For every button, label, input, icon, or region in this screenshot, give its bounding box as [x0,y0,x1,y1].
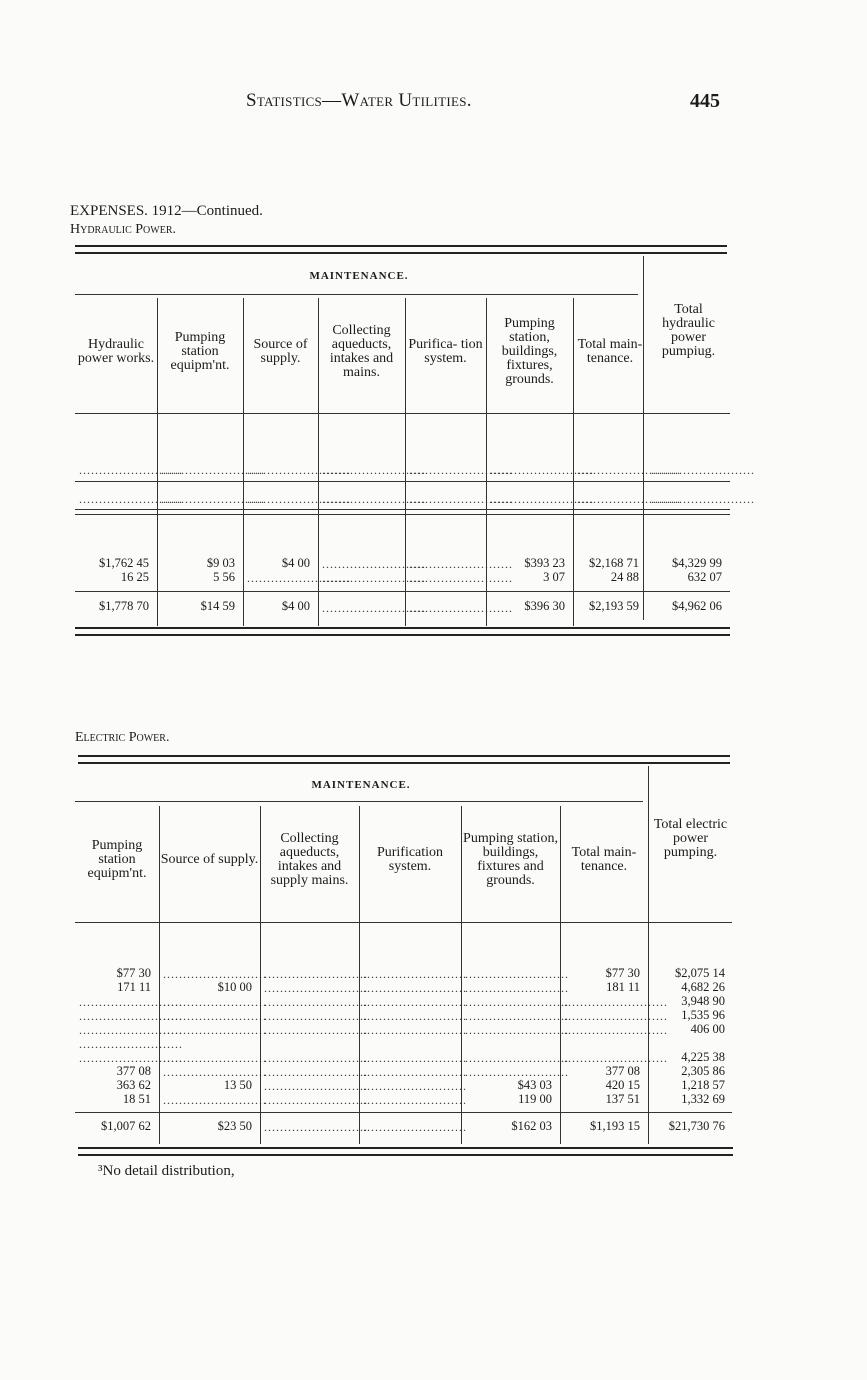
hydraulic-subheading: Hydraulic Power. [70,222,176,237]
column-header: Pumping station equipm'nt. [170,330,230,373]
leader-dots: .......................... [264,967,368,981]
column-header: Purification system. [376,845,444,874]
total-cell: $396 30 [524,599,565,613]
leader-dots: .......................... [322,571,426,585]
leader-dots: .......................... [564,995,668,1009]
leader-dots: .......................... [163,995,267,1009]
leader-dots: .......................... [490,463,594,477]
leader-dots: .......................... [409,463,513,477]
total-cell: $4 00 [281,599,310,613]
leader-dots: .......................... [79,463,183,477]
table-cell: 420 15 [605,1078,640,1092]
leader-dots: .......................... [577,492,681,506]
running-title: Statistics—Water Utilities. [246,90,472,111]
table-cell: 4,682 26 [681,980,725,994]
total-cell: $23 50 [217,1119,252,1133]
leader-dots: .......................... [247,492,351,506]
leader-dots: .......................... [264,1023,368,1037]
leader-dots: .......................... [79,1023,183,1037]
table-cell: $77 30 [605,966,640,980]
table-cell: 119 00 [518,1092,552,1106]
table-cell: $10 00 [217,980,252,994]
leader-dots: .......................... [363,1120,467,1134]
leader-dots: .......................... [564,1051,668,1065]
section-heading: EXPENSES. 1912—Continued. [70,203,263,219]
table-cell: 5 56 [213,570,235,584]
column-header: Total main- tenance. [571,845,637,874]
electric-subheading: Electric Power. [75,730,170,745]
page-number: 445 [690,90,720,112]
leader-dots: .......................... [264,981,368,995]
table-cell: 18 51 [122,1092,151,1106]
leader-dots: .......................... [247,463,351,477]
leader-dots: .......................... [564,1023,668,1037]
table-cell: 377 08 [116,1064,151,1078]
leader-dots: .......................... [577,463,681,477]
table-cell: 4,225 38 [681,1050,725,1064]
leader-dots: .......................... [264,1093,368,1107]
leader-dots: .......................... [490,492,594,506]
column-header: Total main- tenance. [577,337,643,366]
leader-dots: .......................... [264,1065,368,1079]
table-cell: 13 50 [223,1078,252,1092]
column-rule [159,806,160,1144]
column-header: Hydraulic power works. [77,337,155,366]
column-header: Pumping station, buildings, fixtures and grounds. [463,831,558,888]
column-header: Pumping station equipm'nt. [87,838,147,881]
total-cell: $21,730 76 [668,1119,725,1133]
table-cell: 1,332 69 [681,1092,725,1106]
table-cell: $2,168 71 [589,556,639,570]
leader-dots: .......................... [163,1009,267,1023]
total-cell: $1,778 70 [99,599,149,613]
table-cell: $9 03 [206,556,235,570]
table-cell: 3,948 90 [681,994,725,1008]
leader-dots: .......................... [163,1023,267,1037]
table-cell: 171 11 [117,980,151,994]
leader-dots: .......................... [651,492,755,506]
column-header: Collecting aqueducts, intakes and supply mains. [270,831,349,888]
maintenance-label: MAINTENANCE. [311,779,411,791]
leader-dots: .......................... [409,492,513,506]
leader-dots: .......................... [79,492,183,506]
leader-dots: .......................... [363,967,467,981]
table-cell: 377 08 [605,1064,640,1078]
leader-dots: .......................... [264,1120,368,1134]
leader-dots: .......................... [409,557,513,571]
leader-dots: .......................... [161,463,265,477]
leader-dots: .......................... [363,1009,467,1023]
table-cell: 1,535 96 [681,1008,725,1022]
column-header: Collecting aqueducts, intakes and mains. [329,323,394,380]
leader-dots: .......................... [465,1051,569,1065]
table-cell: 1,218 57 [681,1078,725,1092]
leader-dots: .......................... [465,981,569,995]
leader-dots: .......................... [264,1051,368,1065]
leader-dots: .......................... [79,1009,183,1023]
table-cell: 24 88 [610,570,639,584]
leader-dots: .......................... [322,463,426,477]
leader-dots: .......................... [161,492,265,506]
leader-dots: .......................... [163,967,267,981]
table-cell: 406 00 [690,1022,725,1036]
column-header: Purifica- tion system. [408,337,483,366]
leader-dots: .......................... [465,967,569,981]
leader-dots: .......................... [363,1079,467,1093]
table-cell: 181 11 [606,980,640,994]
leader-dots: .......................... [409,601,513,615]
table-cell: 363 62 [116,1078,151,1092]
table-cell: $77 30 [116,966,151,980]
leader-dots: .......................... [465,1009,569,1023]
table-cell: 2,305 86 [681,1064,725,1078]
maintenance-label: MAINTENANCE. [309,270,409,282]
leader-dots: .......................... [363,1023,467,1037]
table-cell: $4,329 99 [672,556,722,570]
leader-dots: .......................... [79,1051,183,1065]
leader-dots: .......................... [363,1093,467,1107]
column-header: Source of supply. [253,337,308,366]
table-cell: 3 07 [543,570,565,584]
table-cell: 137 51 [605,1092,640,1106]
leader-dots: .......................... [409,571,513,585]
leader-dots: .......................... [322,557,426,571]
leader-dots: .......................... [363,1065,467,1079]
table-cell: $4 00 [281,556,310,570]
leader-dots: .......................... [465,995,569,1009]
total-cell: $1,007 62 [101,1119,151,1133]
leader-dots: .......................... [322,492,426,506]
column-header: Pumping station, buildings, fixtures, grounds. [501,316,558,387]
footnote: ³No detail distribution, [98,1163,235,1179]
leader-dots: .......................... [79,1037,183,1051]
total-cell: $2,193 59 [589,599,639,613]
total-cell: $4,962 06 [672,599,722,613]
total-cell: $162 03 [511,1119,552,1133]
leader-dots: .......................... [322,601,426,615]
total-cell: $1,193 15 [590,1119,640,1133]
table-cell: $43 03 [517,1078,552,1092]
leader-dots: .......................... [163,1051,267,1065]
leader-dots: .......................... [564,1009,668,1023]
table-cell: 16 25 [120,570,149,584]
column-header: Total hydraulic power pumpiug. [661,302,716,359]
leader-dots: .......................... [363,1051,467,1065]
leader-dots: .......................... [163,1065,267,1079]
leader-dots: .......................... [264,1009,368,1023]
table-cell: 632 07 [687,570,722,584]
leader-dots: .......................... [465,1065,569,1079]
table-cell: $393 23 [524,556,565,570]
column-header: Total electric power pumping. [653,817,728,860]
column-header: Source of supply. [160,852,259,867]
leader-dots: .......................... [363,995,467,1009]
leader-dots: .......................... [264,1079,368,1093]
table-cell: $1,762 45 [99,556,149,570]
leader-dots: .......................... [247,571,351,585]
leader-dots: .......................... [163,1093,267,1107]
table-cell: $2,075 14 [675,966,725,980]
total-cell: $14 59 [200,599,235,613]
leader-dots: .......................... [651,463,755,477]
leader-dots: .......................... [264,995,368,1009]
leader-dots: .......................... [465,1023,569,1037]
leader-dots: .......................... [363,981,467,995]
leader-dots: .......................... [79,995,183,1009]
